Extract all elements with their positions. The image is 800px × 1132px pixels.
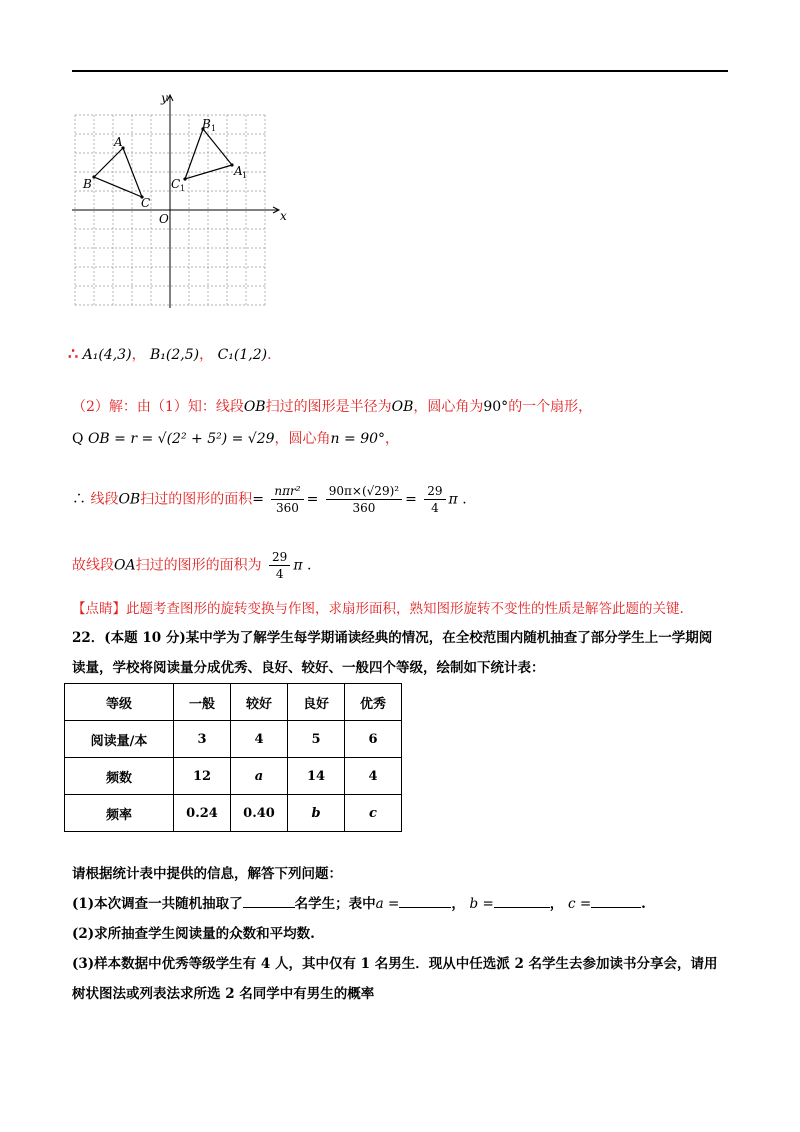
denominator: 360 [352, 501, 376, 515]
period: . [306, 557, 312, 574]
table-cell: 6 [345, 721, 402, 758]
table-cell: 良好 [288, 684, 345, 721]
coordinate-grid-figure [70, 90, 290, 315]
text: 扫过的图形是半径为 [265, 399, 392, 415]
var-a: a = [375, 896, 400, 912]
text: ， [385, 431, 400, 447]
therefore-symbol: ∴ [72, 491, 86, 508]
part2-line4 [72, 550, 311, 581]
q22-line2: 读量，学校将阅读量分成优秀、良好、较好、一般四个等级，绘制如下统计表： [72, 660, 545, 676]
table-cell: 频率 [65, 795, 174, 832]
answer-blank[interactable] [399, 906, 451, 908]
point-c1-subscript: 1 [180, 184, 186, 193]
fraction [326, 484, 402, 515]
var-ob: OB [391, 399, 414, 415]
text: 名学生；表中 [294, 896, 376, 912]
text: 线段 [90, 491, 119, 508]
q22-line1: 22．(本题 10 分)某中学为了解学生每学期诵读经典的情况，在全校范围内随机抽查了部分学生上一学期阅 [72, 630, 713, 646]
table-cell: 14 [288, 758, 345, 795]
table-row [65, 795, 402, 832]
q22-intro: 请根据统计表中提供的信息，解答下列问题： [72, 866, 342, 882]
text: . [641, 896, 646, 912]
fraction [271, 484, 303, 515]
point-a1-label: A [234, 164, 243, 178]
table-cell: 12 [174, 758, 231, 795]
text: 扫过的图形的面积 [140, 491, 253, 508]
table-cell: 较好 [231, 684, 288, 721]
text: （2）解：由（1）知：线段 [72, 399, 244, 415]
x-axis-label: x [280, 209, 287, 223]
point-c1-label: C [171, 177, 181, 191]
period: . [267, 347, 272, 363]
numerator: 29 [269, 550, 290, 566]
because-symbol: Q [72, 431, 84, 447]
var-c: c = [567, 896, 592, 912]
table-cell: b [288, 795, 345, 832]
numerator: nπr² [271, 484, 303, 500]
table-cell: 优秀 [345, 684, 402, 721]
text: ， [549, 896, 564, 912]
angle-value: 90° [483, 399, 509, 415]
table-cell: 频数 [65, 758, 174, 795]
answer-blank[interactable] [494, 906, 550, 908]
pi: π [448, 491, 458, 508]
point-c-label: C [141, 196, 151, 210]
equals: = [252, 491, 264, 508]
var-ob: OB [118, 491, 141, 508]
text: 故线段 [72, 557, 114, 574]
fraction [269, 550, 290, 581]
q22-subq1 [72, 892, 646, 912]
text: 扫过的图形的面积为 [135, 557, 262, 574]
text: 的一个扇形， [508, 399, 593, 415]
y-axis-label: y [161, 91, 168, 105]
text: ，圆心角为 [413, 399, 484, 415]
part2-line1 [72, 396, 592, 416]
equals: = [306, 491, 319, 508]
equals: = [405, 491, 417, 508]
numerator: 29 [424, 484, 445, 500]
q22-subq3-line2: 树状图法或列表法求所选 2 名同学中有男生的概率 [72, 986, 375, 1002]
central-angle: n = 90° [330, 431, 386, 447]
table-cell: 0.24 [174, 795, 231, 832]
separator: ， [131, 347, 146, 363]
text: ， [451, 896, 465, 912]
fraction [424, 484, 445, 515]
period: . [462, 491, 467, 508]
answer1-line [68, 344, 272, 364]
table-cell: 一般 [174, 684, 231, 721]
q22-subq2: (2)求所抽查学生阅读量的众数和平均数. [72, 926, 315, 942]
table-row [65, 758, 402, 795]
var-oa: OA [114, 557, 136, 574]
table-row [65, 684, 402, 721]
table-cell: 4 [345, 758, 402, 795]
table-cell: 等级 [65, 684, 174, 721]
table-cell: a [231, 758, 288, 795]
point-b1-label: B [202, 117, 211, 131]
comment-note: 【点睛】此题考查图形的旋转变换与作图，求扇形面积，熟知图形旋转不变性的性质是解答此题的关键. [72, 601, 684, 617]
denominator: 4 [431, 501, 439, 515]
denominator: 360 [276, 501, 299, 515]
point-a-label: A [114, 135, 123, 149]
part2-line2 [72, 428, 399, 448]
var-b: b = [469, 896, 494, 912]
radius-expression: OB = r = √(2² + 5²) = √29 [87, 431, 275, 447]
header-rule [72, 70, 728, 72]
separator: ， [199, 347, 214, 363]
numerator: 90π×(√29)² [326, 484, 402, 500]
answer-blank[interactable] [243, 906, 295, 908]
pi: π [293, 557, 303, 574]
table-cell: c [345, 795, 402, 832]
point-b-label: B [83, 177, 92, 191]
statistics-table [64, 683, 402, 832]
denominator: 4 [275, 567, 284, 581]
answer-b1: B₁(2,5) [150, 347, 200, 363]
table-cell: 4 [231, 721, 288, 758]
answer-a1: A₁(4,3) [82, 347, 132, 363]
text: (1)本次调查一共随机抽取了 [72, 896, 243, 912]
therefore-symbol: ∴ [68, 344, 79, 363]
table-cell: 5 [288, 721, 345, 758]
var-ob: OB [243, 399, 266, 415]
point-a1-subscript: 1 [242, 171, 248, 180]
text: ，圆心角 [274, 431, 331, 447]
part2-line3 [72, 484, 467, 515]
table-cell: 3 [174, 721, 231, 758]
table-cell: 0.40 [231, 795, 288, 832]
table-cell: 阅读量/本 [65, 721, 174, 758]
answer-blank[interactable] [591, 906, 641, 908]
answer-c1: C₁(1,2) [217, 347, 268, 363]
table-row [65, 721, 402, 758]
point-b1-subscript: 1 [211, 124, 217, 133]
origin-label: O [159, 212, 169, 226]
q22-subq3-line1: (3)样本数据中优秀等级学生有 4 人，其中仅有 1 名男生．现从中任选派 2 名学生去参加读书分享会，请用 [72, 956, 718, 972]
